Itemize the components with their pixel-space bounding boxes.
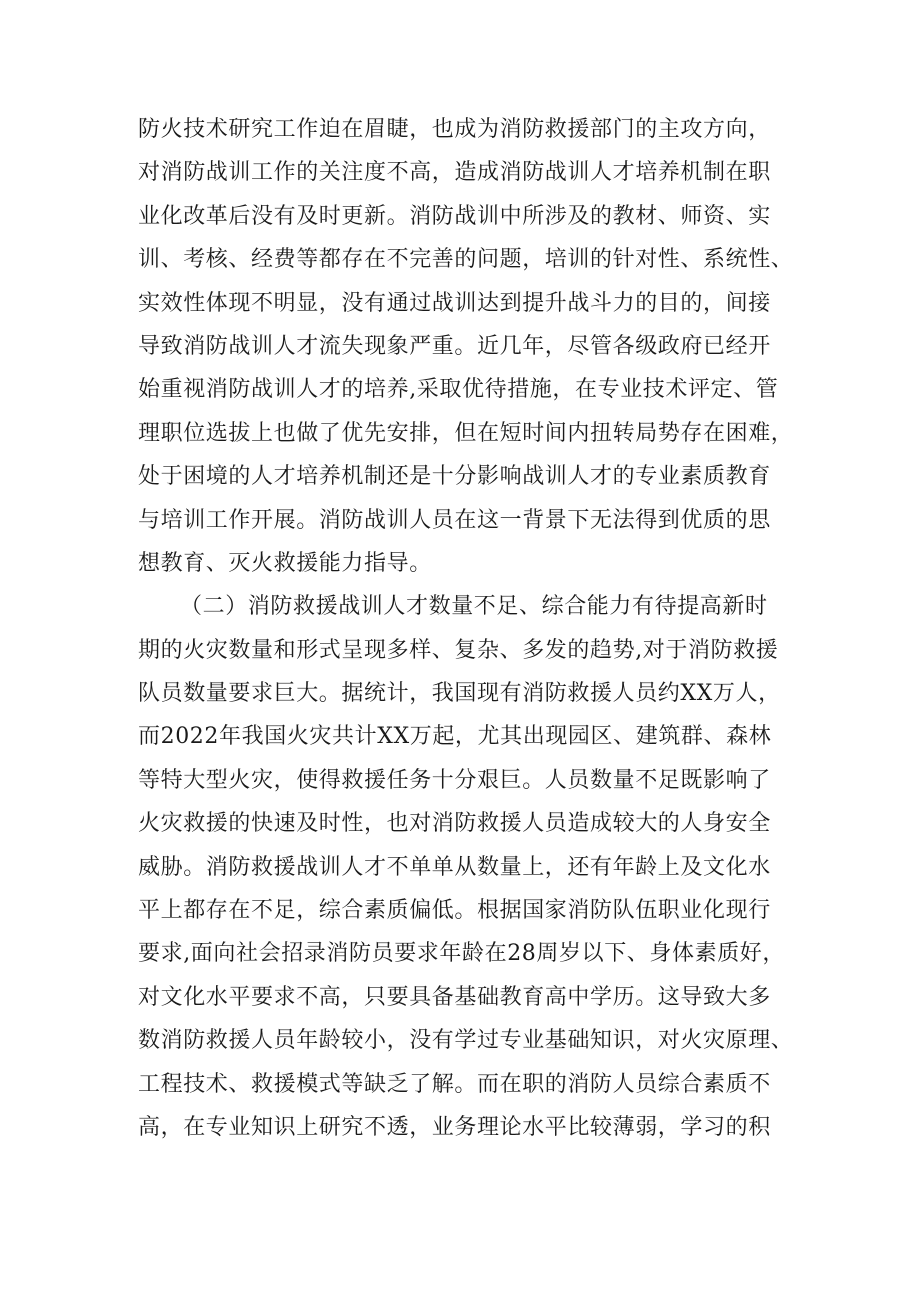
text-line: 而2022年我国火灾共计XX万起，尤其出现园区、建筑群、森林 bbox=[138, 724, 772, 750]
text-line: 威胁。消防救援战训人才不单单从数量上，还有年龄上及文化水 bbox=[138, 854, 771, 880]
text-line: 理职位选拔上也做了优先安排，但在短时间内扭转局势存在困难， bbox=[138, 420, 794, 446]
text-line: 处于困境的人才培养机制还是十分影响战训人才的专业素质教育 bbox=[138, 464, 771, 490]
text-line: 实效性体现不明显，没有通过战训达到提升战斗力的目的，间接 bbox=[138, 290, 771, 316]
text-line: 火灾救援的快速及时性，也对消防救援人员造成较大的人身安全 bbox=[138, 811, 771, 837]
text-line: 队员数量要求巨大。据统计，我国现有消防救援人员约XX万人， bbox=[138, 681, 781, 707]
text-line: 导致消防战训人才流失现象严重。近几年，尽管各级政府已经开 bbox=[138, 333, 771, 359]
text-line: 想教育、灭火救援能力指导。 bbox=[138, 550, 432, 576]
text-line: 要求,面向社会招录消防员要求年龄在28周岁以下、身体素质好， bbox=[138, 941, 785, 967]
text-line: 期的火灾数量和形式呈现多样、复杂、多发的趋势,对于消防救援 bbox=[138, 637, 779, 663]
text-line: 工程技术、救援模式等缺乏了解。而在职的消防人员综合素质不 bbox=[138, 1071, 771, 1097]
text-line: 高，在专业知识上研究不透，业务理论水平比较薄弱，学习的积 bbox=[138, 1114, 771, 1140]
text-line: 对消防战训工作的关注度不高，造成消防战训人才培养机制在职 bbox=[138, 160, 771, 186]
text-line: 业化改革后没有及时更新。消防战训中所涉及的教材、师资、实 bbox=[138, 203, 771, 229]
body-text bbox=[138, 108, 800, 1149]
section-heading-line: （二）消防救援战训人才数量不足、综合能力有待提高新时 bbox=[180, 594, 768, 620]
text-line: 对文化水平要求不高，只要具备基础教育高中学历。这导致大多 bbox=[138, 984, 771, 1010]
text-line: 与培训工作开展。消防战训人员在这一背景下无法得到优质的思 bbox=[138, 507, 771, 533]
text-line: 平上都存在不足，综合素质偏低。根据国家消防队伍职业化现行 bbox=[138, 898, 771, 924]
text-line: 防火技术研究工作迫在眉睫，也成为消防救援部门的主攻方向， bbox=[138, 117, 771, 142]
text-line: 始重视消防战训人才的培养,采取优待措施，在专业技术评定、管 bbox=[138, 377, 779, 403]
text-line: 训、考核、经费等都存在不完善的问题，培训的针对性、系统性、 bbox=[138, 247, 794, 273]
text-line: 等特大型火灾，使得救援任务十分艰巨。人员数量不足既影响了 bbox=[138, 767, 771, 793]
text-line: 数消防救援人员年龄较小，没有学过专业基础知识，对火灾原理、 bbox=[138, 1028, 794, 1054]
